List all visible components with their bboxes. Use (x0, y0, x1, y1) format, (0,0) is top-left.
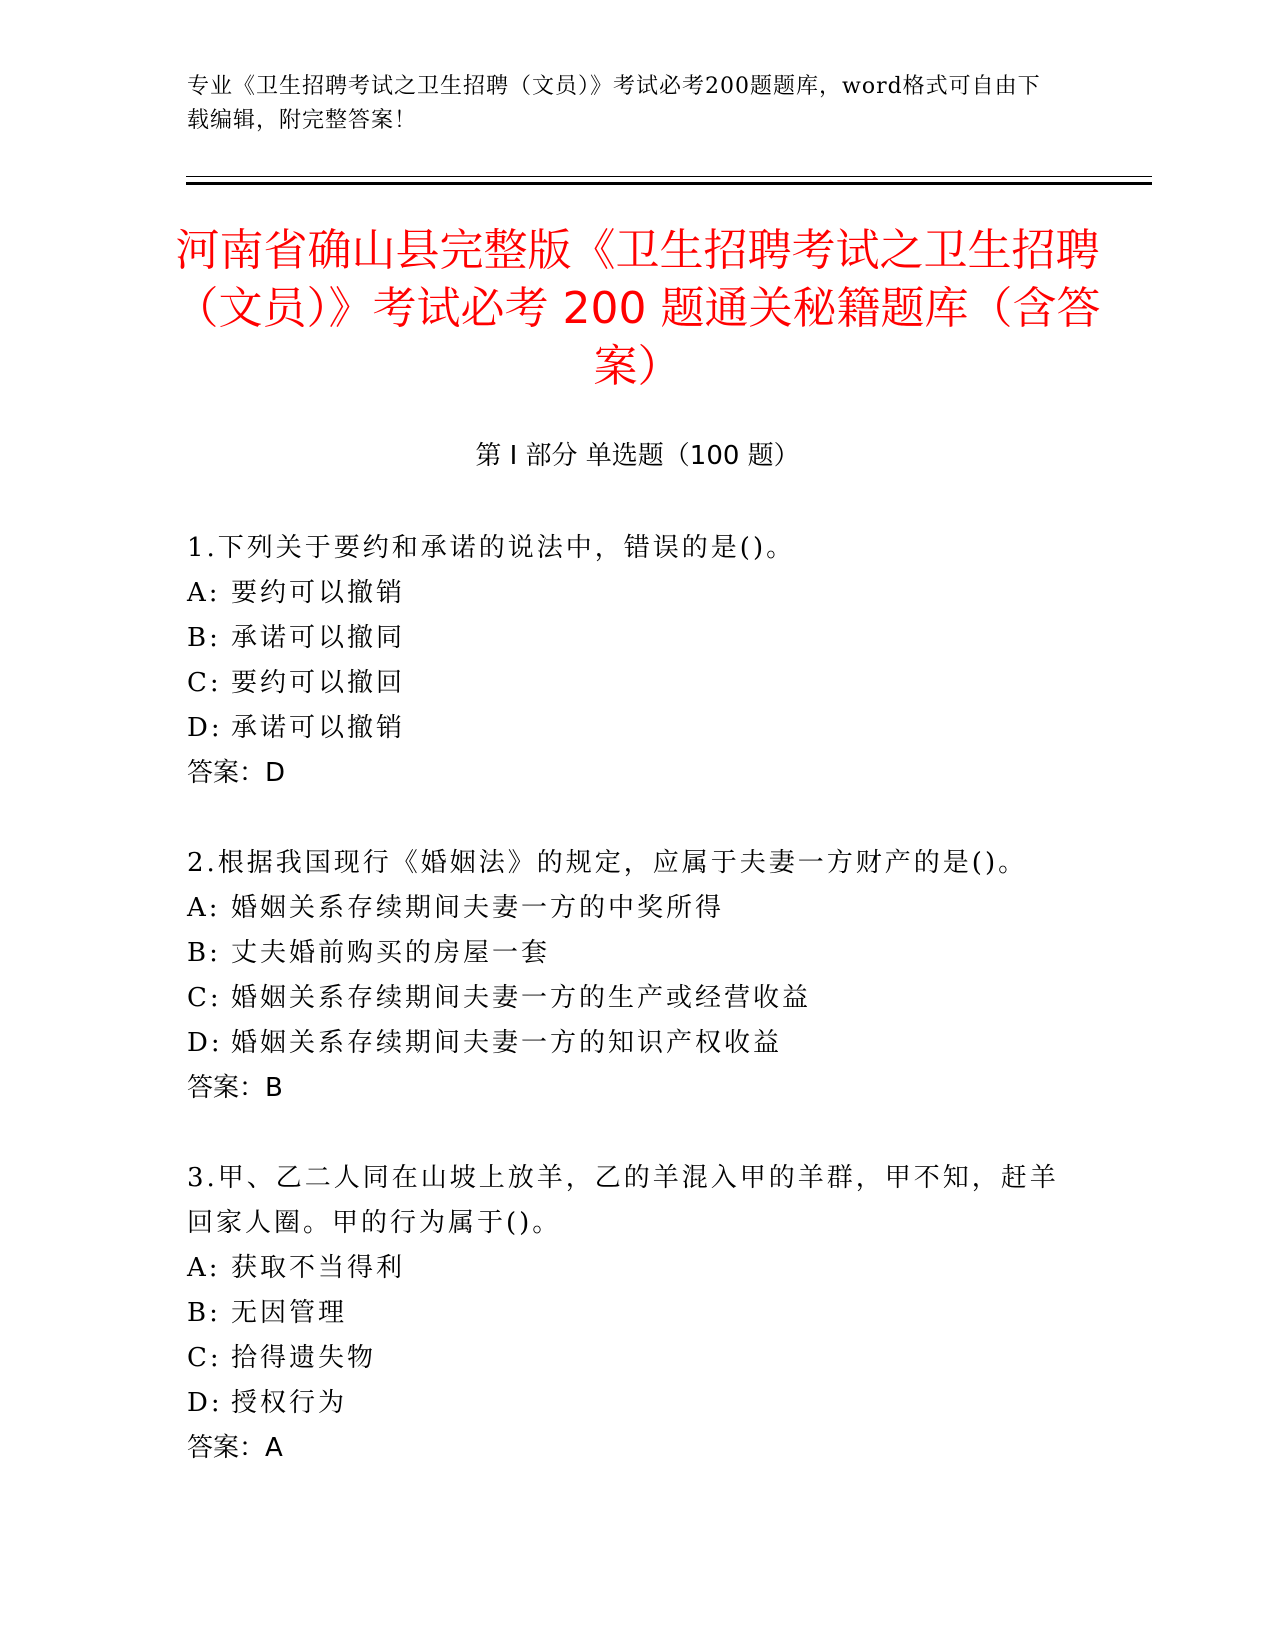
option-text: 婚姻关系存续期间夫妻一方的知识产权收益 (231, 1028, 783, 1058)
option-letter: A: (187, 1253, 221, 1283)
option-text: 婚姻关系存续期间夫妻一方的中奖所得 (231, 893, 725, 923)
answer-line: 答案：B (187, 1073, 283, 1103)
option-letter: B: (187, 1298, 221, 1328)
option-b (187, 1291, 1067, 1336)
option-letter: B: (187, 938, 221, 968)
header-divider-thick (186, 182, 1152, 185)
question-stem: 2.根据我国现行《婚姻法》的规定，应属于夫妻一方财产的是()。 (187, 848, 1028, 878)
option-letter: D: (187, 1028, 223, 1058)
question-2 (187, 841, 1067, 1111)
answer-line: 答案：A (187, 1433, 283, 1463)
option-text: 要约可以撤销 (231, 578, 406, 608)
question-1 (187, 526, 1067, 796)
option-c (187, 661, 1067, 706)
question-3 (187, 1156, 1067, 1471)
option-text: 承诺可以撤销 (231, 713, 406, 743)
question-stem: 1.下列关于要约和承诺的说法中，错误的是()。 (187, 533, 796, 563)
option-text: 承诺可以撤同 (231, 623, 406, 653)
option-letter: C: (187, 668, 222, 698)
document-header-note: 专业《卫生招聘考试之卫生招聘（文员）》考试必考200题题库，word格式可自由下载编辑，附完整答案！ (187, 74, 1041, 133)
option-text: 授权行为 (231, 1388, 348, 1418)
option-a (187, 886, 1067, 931)
option-letter: C: (187, 983, 222, 1013)
option-letter: D: (187, 1388, 223, 1418)
option-d (187, 706, 1067, 751)
option-letter: A: (187, 578, 221, 608)
option-letter: B: (187, 623, 221, 653)
option-text: 婚姻关系存续期间夫妻一方的生产或经营收益 (231, 983, 812, 1013)
header-divider-thin (186, 176, 1152, 177)
option-text: 获取不当得利 (231, 1253, 406, 1283)
option-letter: C: (187, 1343, 222, 1373)
option-b (187, 931, 1067, 976)
option-text: 丈夫婚前购买的房屋一套 (231, 938, 551, 968)
option-a (187, 571, 1067, 616)
option-text: 拾得遗失物 (231, 1343, 377, 1373)
option-letter: D: (187, 713, 223, 743)
question-list (187, 526, 1067, 1516)
option-letter: A: (187, 893, 221, 923)
option-text: 无因管理 (231, 1298, 348, 1328)
option-d (187, 1021, 1067, 1066)
option-c (187, 976, 1067, 1021)
document-title: 河南省确山县完整版《卫生招聘考试之卫生招聘（文员）》考试必考 200 题通关秘籍题库（含答案） (174, 225, 1101, 392)
question-stem: 3.甲、乙二人同在山坡上放羊，乙的羊混入甲的羊群，甲不知，赶羊回家人圈。甲的行为属于()。 (187, 1163, 1059, 1238)
option-b (187, 616, 1067, 661)
section-heading: 第 I 部分 单选题（100 题） (475, 441, 800, 471)
option-a (187, 1246, 1067, 1291)
option-text: 要约可以撤回 (231, 668, 406, 698)
answer-line: 答案：D (187, 758, 286, 788)
option-d (187, 1381, 1067, 1426)
option-c (187, 1336, 1067, 1381)
